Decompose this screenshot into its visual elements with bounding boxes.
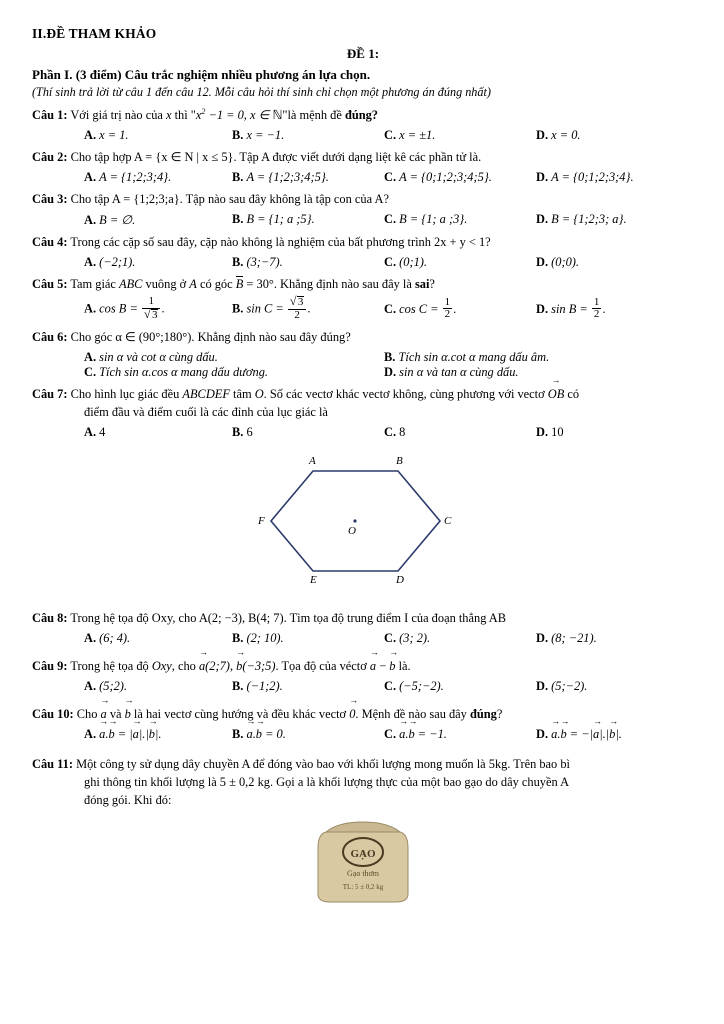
question-2-option-c[interactable] [384,170,536,185]
question-7-option-a[interactable] [84,425,232,440]
question-1-expr: $x^2 -1 = 0$, x ∈ ℕ [195,107,283,123]
option-text: (3; 2). [399,630,431,645]
option-text: (−5;−2). [399,678,444,693]
option-letter: B. [232,678,244,693]
question-11-line2: ghi thông tin khối lượng là 5 ± 0,2 kg. Gọi a là khối lượng thực của một bao gạo do dây chuyền A [84,774,570,789]
question-6-option-b[interactable] [384,350,549,365]
question-9-options [32,679,694,694]
question-10-label: Câu 10: [32,706,74,721]
option-text: B = ∅. [99,213,136,228]
question-7-option-c[interactable] [384,425,536,440]
option-letter: B. [232,726,244,741]
svg-text:Gạo thơm: Gạo thơm [346,868,380,878]
option-letter: A. [84,170,97,185]
question-3-option-b[interactable] [232,212,384,228]
option-letter: A. [84,678,97,693]
question-2-options [32,170,694,185]
option-text: (8; −21). [551,630,597,645]
option-letter: A. [84,213,97,228]
question-4-option-a[interactable] [84,255,232,270]
option-text: B = {1;2;3; a}. [551,212,627,227]
option-letter: C. [84,364,97,379]
question-7-text: Cho hình lục giác đều ABCDEF tâm O. Số các vectơ khác vectơ không, cùng phương với vectơ OB → có [71,387,580,401]
question-10-option-a[interactable]: A. a →.b → = |a →|.|b →|. [84,727,232,742]
question-3-text: Cho tập A = {1;2;3;a}. Tập nào sau đây không là tập con của A? [70,192,389,207]
option-text: (0;1). [399,255,428,270]
option-text: (−1;2). [246,678,283,693]
question-3-options [32,212,694,228]
question-5-text: Tam giác ABC vuông ở A có góc B = 30°. Khẳng định nào sau đây là sai? [70,277,435,292]
question-7-option-b[interactable] [232,425,384,440]
hexagon-figure-wrapper [32,446,694,596]
option-text: B = {1; a ;5}. [246,212,315,227]
option-letter: D. [536,678,549,693]
question-5-option-d[interactable]: D. sin B = $\frac{1}{2}$ . [536,295,606,321]
rice-bag-svg [308,814,418,906]
question-11 [32,756,694,810]
question-8-option-b[interactable] [232,631,384,646]
option-text: Tích sin α.cot α mang dấu âm. [398,349,550,364]
question-7-options [32,425,694,440]
hexagon-label-E: E [310,573,317,586]
hexagon-label-C: C [444,514,452,527]
option-text: (2; 10). [246,630,284,645]
question-9-text: Trong hệ tọa độ Oxy, cho a →(2;7), b →(−3;5). Tọa độ của véctơ a → − b → là. [70,659,410,673]
part-heading: Phần I. (3 điểm) Câu trắc nghiệm nhiều phương án lựa chọn. [32,67,371,82]
option-text: (6; 4). [99,630,131,645]
option-letter: C. [384,678,397,693]
hexagon-label-A: A [309,454,316,467]
option-letter: D. [536,424,549,439]
question-10-option-b[interactable]: B. a →.b → = 0. [232,727,384,742]
option-letter: A. [84,424,97,439]
question-3-option-c[interactable] [384,212,536,228]
question-8-label: Câu 8: [32,610,68,625]
rice-bag-wrapper [32,814,694,906]
question-2-text: Cho tập hợp A = {x ∈ N | x ≤ 5}. Tập A được viết dưới dạng liệt kê các phần tử là. [70,150,482,165]
question-6-option-d[interactable] [384,365,519,380]
question-7-label: Câu 7: [32,386,68,401]
question-1-var: x [166,108,172,123]
question-4 [32,234,694,252]
question-8 [32,610,694,628]
option-text: A = {0;1;2;3;4;5}. [399,170,492,185]
question-10-option-c[interactable]: C. a →.b → = −1. [384,727,536,742]
option-text: (0;0). [551,255,580,270]
question-4-text: Trong các cặp số sau đây, cặp nào không là nghiệm của bất phương trình 2x + y < 1? [70,235,491,250]
question-4-options [32,255,694,270]
option-letter: B. [384,349,396,364]
option-text: (−2;1). [99,255,136,270]
option-letter: A. [84,301,97,316]
option-text: sin α và tan α cùng dấu. [399,364,519,379]
question-8-option-d[interactable] [536,631,597,646]
question-11-line1: Một công ty sử dụng dây chuyền A để đóng vào bao với khối lượng mong muốn là 5kg. Trên bao bì [76,756,570,771]
question-11-line3: đóng gói. Khi đó: [84,792,172,807]
question-1-option-c[interactable] [384,128,536,143]
option-text: 10 [551,424,564,439]
question-1-label: Câu 1: [32,108,68,123]
question-9-label: Câu 9: [32,658,68,673]
option-letter: C. [384,212,397,227]
option-letter: C. [384,170,397,185]
option-text: (5;2). [99,678,128,693]
question-7-text-cont: điểm đầu và điểm cuối là các đỉnh của lục giác là [84,404,328,419]
question-9-option-b[interactable] [232,679,384,694]
option-text: A = {1;2;3;4}. [99,170,172,185]
question-8-option-a[interactable] [84,631,232,646]
question-4-option-c[interactable] [384,255,536,270]
part-note: (Thí sinh trả lời từ câu 1 đến câu 12. Mỗi câu hỏi thí sinh chỉ chọn một phương án đúng nhất) [32,85,491,99]
question-1-option-a[interactable] [84,128,232,143]
question-7-option-d[interactable] [536,425,564,440]
question-1-option-d[interactable] [536,128,581,143]
svg-text:GẠO: GẠO [350,847,376,860]
question-7 [32,386,694,422]
question-6-text: Cho góc α ∈ (90°;180°). Khẳng định nào sau đây đúng? [70,329,351,344]
option-letter: C. [384,630,397,645]
question-6-option-a[interactable] [84,350,384,365]
question-1 [32,106,694,125]
option-letter: A. [84,128,97,143]
question-5-option-c[interactable]: C. cos C = $\frac{1}{2}$ . [384,295,457,321]
question-5-options [32,297,694,323]
option-text: 6 [246,424,253,439]
question-10-option-d[interactable]: D. a →.b → = −|a →|.|b →|. [536,727,622,742]
option-text: A = {1;2;3;4;5}. [246,170,329,185]
hexagon-figure [248,446,478,596]
question-9 [32,658,694,676]
question-6-label: Câu 6: [32,329,68,344]
option-letter: D. [536,726,549,741]
option-letter: C. [384,726,397,741]
question-1-text-b: thì " [171,108,196,123]
question-1-options [32,128,694,143]
hexagon-label-B: B [396,454,403,467]
option-letter: A. [84,349,97,364]
question-3-option-d[interactable] [536,212,627,228]
question-9-option-a[interactable] [84,679,232,694]
option-letter: C. [384,255,397,270]
option-letter: D. [536,301,549,316]
question-2-option-b[interactable] [232,170,384,185]
option-letter: D. [536,128,549,143]
option-letter: B. [232,128,244,143]
svg-text:TL: 5 ± 0,2 kg: TL: 5 ± 0,2 kg [342,882,384,891]
option-text: x = 0. [551,128,581,143]
question-5-option-a[interactable]: A. cos B = 1 √ 3 . [84,297,232,323]
question-8-text: Trong hệ tọa độ Oxy, cho A(2; −3), B(4; 7). Tìm tọa độ trung điểm I của đoạn thẳng AB [70,610,507,625]
option-text: 4 [99,424,106,439]
option-text: (3;−7). [246,255,283,270]
question-3-label: Câu 3: [32,192,68,207]
section-title: II.ĐỀ THAM KHẢO [32,26,157,41]
question-10-text: Cho a → và b → là hai vectơ cùng hướng và đều khác vectơ 0 →. Mệnh đề nào sau đây đúng? [77,707,503,721]
option-text: x = ±1. [399,128,436,143]
exam-title: ĐỀ 1: [346,46,380,61]
question-1-text-a: Với giá trị nào của [70,108,167,123]
rice-bag-image [308,814,418,906]
option-letter: B. [232,424,244,439]
question-10-options [32,727,694,742]
option-letter: B. [232,630,244,645]
question-6 [32,329,694,347]
option-letter: B. [232,301,244,316]
question-9-option-d[interactable] [536,679,587,694]
option-letter: C. [384,128,397,143]
question-11-label: Câu 11: [32,756,73,771]
option-text: A = {0;1;2;3;4}. [551,170,634,185]
option-letter: D. [536,170,549,185]
question-2-option-a[interactable] [84,170,232,185]
question-6-options [32,350,694,380]
option-letter: B. [232,255,244,270]
question-5-label: Câu 5: [32,277,68,292]
option-text: Tích sin α.cos α mang dấu dương. [99,364,269,379]
option-letter: A. [84,630,97,645]
option-text: 8 [399,424,406,439]
question-2-label: Câu 2: [32,150,68,165]
question-1-text-c: "là mệnh đề [282,108,345,123]
question-1-emph: đúng? [344,108,379,123]
question-1-option-b[interactable] [232,128,384,143]
question-2-option-d[interactable] [536,170,634,185]
option-letter: B. [232,170,244,185]
option-text: sin α và cot α cùng dấu. [99,349,218,364]
question-5 [32,276,694,294]
option-letter: A. [84,255,97,270]
question-4-option-b[interactable] [232,255,384,270]
option-text: (5;−2). [551,678,588,693]
question-5-option-b[interactable]: B. sin C = √ $\frac{3}{2}$ . [232,297,384,323]
question-3 [32,191,694,209]
question-9-option-c[interactable] [384,679,536,694]
option-text: x = 1. [99,128,129,143]
option-text: B = {1; a ;3}. [399,212,468,227]
option-letter: C. [384,424,397,439]
hexagon-label-F: F [258,514,265,527]
option-letter: D. [536,255,549,270]
option-letter: D. [536,630,549,645]
option-text: x = −1. [246,128,285,143]
question-2 [32,149,694,167]
question-3-option-a[interactable] [84,212,232,228]
question-4-label: Câu 4: [32,235,68,250]
option-letter: C. [384,301,397,316]
option-letter: D. [536,212,549,227]
question-6-option-c[interactable] [84,365,384,380]
option-letter: D. [384,364,397,379]
option-letter: A. [84,726,97,741]
hexagon-label-D: D [396,573,404,586]
question-8-option-c[interactable] [384,631,536,646]
question-4-option-d[interactable] [536,255,579,270]
hexagon-label-O: O [348,524,356,537]
question-8-options [32,631,694,646]
option-letter: B. [232,212,244,227]
